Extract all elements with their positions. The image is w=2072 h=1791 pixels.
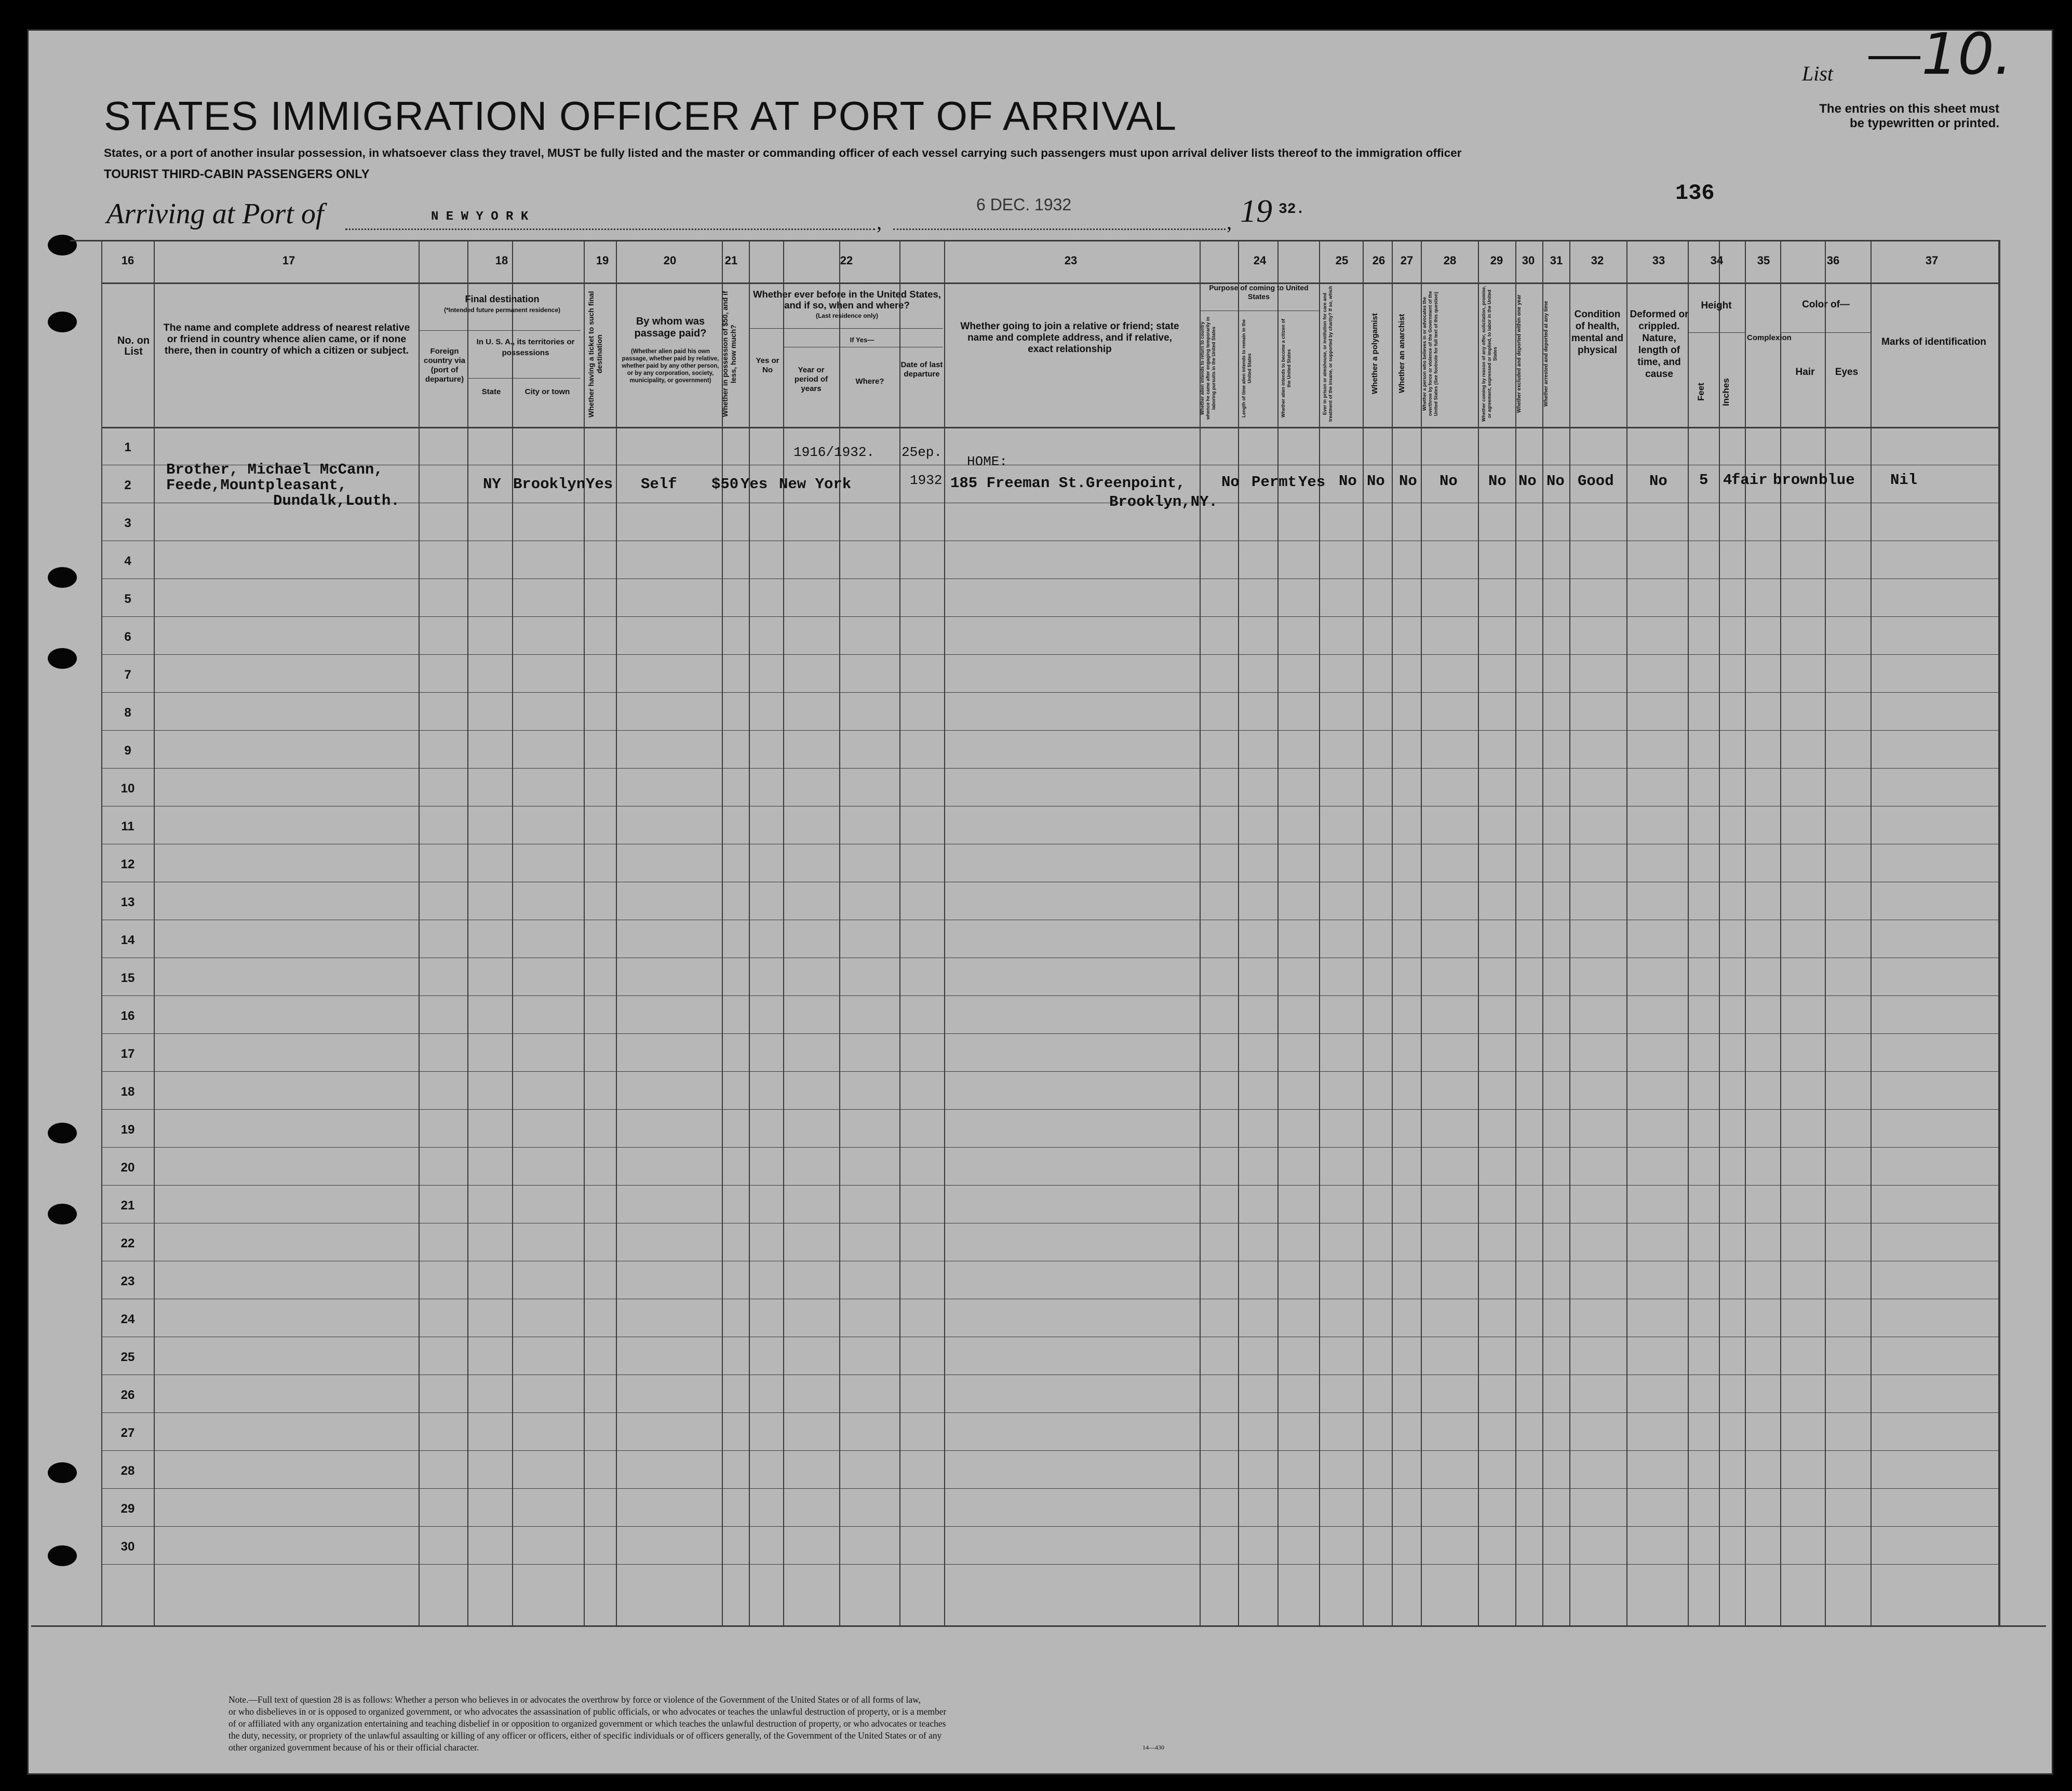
header-anarchist: Whether an anarchist: [1397, 314, 1406, 394]
col-num: 24: [1253, 254, 1267, 267]
grid-line: [1569, 240, 1570, 1625]
punch-hole: [48, 1123, 77, 1143]
entry-deformed: No: [1649, 473, 1667, 490]
grid-line: [70, 240, 1998, 241]
grid-line: [1319, 240, 1320, 1625]
header-where: Where?: [855, 377, 884, 386]
col-num: 23: [1064, 254, 1078, 267]
row-number: 4: [124, 554, 131, 568]
grid-line: [1999, 240, 2000, 1625]
grid-line: [467, 378, 581, 379]
grid-line: [1780, 332, 1871, 333]
grid-line: [101, 654, 1998, 655]
header-final-destination: Final destination (*Intended future permanent residence): [443, 294, 561, 314]
grid-line: [749, 328, 943, 329]
grid-line: [419, 330, 581, 331]
punch-hole: [48, 648, 77, 669]
grid-line: [749, 240, 750, 1625]
row-number: 10: [120, 782, 135, 796]
year-prefix: 19: [1240, 194, 1272, 229]
col-num: 18: [495, 254, 508, 267]
grid-line: [101, 1071, 1998, 1072]
grid-line: [1392, 240, 1393, 1625]
grid-line: [899, 240, 900, 1625]
entry-anarchist: No: [1399, 473, 1417, 490]
entry-state: NY: [483, 476, 501, 493]
col-num: 33: [1652, 254, 1665, 267]
grid-line: [101, 1450, 1998, 1451]
entry-city: Brooklyn: [513, 476, 586, 493]
header-money: Whether in possession of $50, and if less, how much?: [721, 291, 737, 418]
grid-line: [101, 995, 1998, 996]
relative-line-1: Brother, Michael McCann,: [166, 461, 383, 478]
grid-line: [1688, 332, 1745, 333]
grid-line: [944, 240, 945, 1625]
grid-line: [1478, 240, 1479, 1625]
grid-line: [512, 240, 513, 1625]
entry-prison: No: [1339, 473, 1357, 490]
entry-eyes: blue: [1819, 472, 1855, 489]
header-excluded: Whether excluded and deported within one year: [1516, 294, 1522, 413]
grid-line: [1871, 240, 1872, 1625]
date-line: [893, 228, 1226, 230]
grid-line: [1780, 240, 1781, 1625]
header-arrested: Whether arrested and deported at any time: [1543, 301, 1549, 407]
col-num: 30: [1522, 254, 1535, 267]
entry-excluded: No: [1518, 473, 1537, 490]
entry-marks: Nil: [1890, 472, 1918, 489]
header-state: State: [481, 387, 501, 396]
port-name: N E W Y O R K: [431, 210, 529, 224]
entry-complexion: fair: [1731, 472, 1768, 489]
date-stamp: 6 DEC. 1932: [976, 195, 1072, 214]
grid-line: [101, 1033, 1998, 1034]
header-yes-no: Yes or No: [756, 356, 779, 374]
entry-purpose-citizen: Yes: [1298, 474, 1326, 491]
header-overthrow: Whether a person who believes in or advocates the overthrow by force or violence of the Government of the United States (See footnote for full text of this question): [1422, 291, 1438, 416]
row-number: 29: [120, 1502, 135, 1516]
footnote: Note.—Full text of question 28 is as follows: Whether a person who believes in or advocates the overthrow by force or violence of the Government of the United States or of all forms of law, or who disbelieves in or is opposed to organized government, or who advocates the assassination of public officials, or who advocates or teaches the unlawful destruction of property, or is a member of or affiliated with any organization entertaining and teaching disbelief in or opposition to organized government or which teaches the unlawful destruction of property, or who advocates or teaches the duty, necessity, or propriety of the unlawful assaulting or killing of any officer or officers, either of specific individuals or of officers generally, of the Government of the United States or of any other organized government because of his or their official character.: [228, 1694, 947, 1753]
grid-line: [101, 616, 1998, 617]
col-num: 27: [1400, 254, 1414, 267]
row-number: 22: [120, 1236, 135, 1250]
grid-line: [101, 427, 1998, 428]
col-num: 36: [1826, 254, 1840, 267]
row-number: 20: [120, 1161, 135, 1175]
header-date-departure: Date of last departure: [900, 360, 943, 379]
manifest-sheet: [27, 29, 2053, 1775]
col-num: 31: [1550, 254, 1563, 267]
subtitle-tourist: TOURIST THIRD-CABIN PASSENGERS ONLY: [104, 167, 370, 181]
grid-line: [101, 1564, 1998, 1565]
header-feet: Feet: [1696, 383, 1706, 401]
header-complexion: Complexion: [1747, 333, 1792, 342]
entry-polygamist: No: [1367, 473, 1385, 490]
grid-line: [101, 1147, 1998, 1148]
entry-passage: Self: [641, 476, 677, 493]
entry-feet: 5: [1699, 472, 1708, 489]
grid-line: [101, 282, 1998, 284]
row-number: 2: [124, 478, 131, 492]
col-num: 34: [1710, 254, 1724, 267]
entry-before-years: 1916/1932.: [793, 445, 875, 460]
header-deformed: Deformed or crippled. Nature, length of time, and cause: [1630, 309, 1689, 380]
row-number: 14: [120, 933, 135, 947]
row-number: 25: [120, 1350, 135, 1364]
header-purpose: Purpose of coming to United States: [1209, 284, 1309, 301]
grid-line: [101, 1109, 1998, 1110]
entry-joining-3: Brooklyn,NY.: [1109, 493, 1218, 510]
grid-line: [1688, 240, 1689, 1625]
arriving-label: Arriving at Port of: [106, 198, 324, 230]
header-no-on-list: No. on List: [117, 335, 150, 357]
header-year-period: Year or period of years: [794, 366, 828, 393]
entry-purpose-length: Permt: [1252, 474, 1297, 491]
row-number: 7: [124, 668, 131, 682]
row-number: 17: [120, 1047, 135, 1061]
form-code: 14—430: [1142, 1744, 1164, 1751]
punch-hole: [48, 235, 77, 255]
grid-line: [722, 240, 723, 1625]
row-number: 12: [120, 857, 135, 871]
grid-line: [1515, 240, 1516, 1625]
grid-line: [419, 240, 420, 1625]
year-suffix: 32.: [1279, 201, 1305, 218]
row-number: 9: [124, 744, 131, 758]
entry-money: $50: [711, 476, 739, 493]
grid-line: [101, 578, 1998, 579]
sheet-number: 136: [1675, 181, 1715, 206]
header-city: City or town: [524, 387, 570, 396]
grid-line: [1277, 240, 1279, 1625]
header-marks: Marks of identification: [1881, 336, 1986, 347]
row-number: 13: [120, 895, 135, 909]
header-relative: The name and complete address of nearest relative or friend in country whence alien came, or if none there, then in country of which a citizen or subject.: [163, 322, 410, 356]
punch-hole: [48, 312, 77, 332]
entry-before-yes: Yes: [741, 476, 768, 493]
header-foreign-country: Foreign country via (port of departure): [423, 347, 466, 384]
entry-departure-day: 25ep.: [902, 445, 943, 460]
row-number: 28: [120, 1464, 135, 1478]
grid-line: [1200, 240, 1201, 1625]
header-hair: Hair: [1795, 367, 1815, 378]
header-polygamist: Whether a polygamist: [1370, 313, 1379, 394]
header-inches: Inches: [1721, 378, 1731, 406]
header-in-usa: In U. S. A., its territories or possessions: [476, 338, 575, 357]
header-eyes: Eyes: [1835, 367, 1859, 378]
header-health: Condition of health, mental and physical: [1571, 309, 1624, 356]
grid-line: [101, 1412, 1998, 1413]
grid-line: [101, 730, 1998, 731]
punch-hole: [48, 1204, 77, 1224]
punch-hole: [48, 1462, 77, 1483]
entry-before-where: New York: [779, 476, 852, 493]
subtitle: States, or a port of another insular possession, in whatsoever class they travel, MUST be fully listed and the master or commanding officer of each vessel carrying such passengers must upon arrival deliver lists thereof to the immigration officer: [104, 146, 1462, 159]
col-num: 28: [1443, 254, 1457, 267]
grid-line: [31, 1625, 2046, 1627]
col-num: 29: [1490, 254, 1503, 267]
header-prison: Ever in prison or almshouse, or institution for care and treatment of the insane, or supported by charity? If so, which: [1322, 286, 1333, 422]
entry-labor-offer: No: [1488, 473, 1506, 490]
entry-inches: 4: [1723, 472, 1732, 489]
grid-line: [154, 240, 155, 1625]
grid-line: [101, 1185, 1998, 1186]
header-ticket: Whether having a ticket to such final destination: [587, 291, 603, 418]
entry-arrested: No: [1546, 473, 1565, 490]
grid-line: [101, 1488, 1998, 1489]
row-number: 23: [120, 1274, 135, 1288]
col-num: 21: [724, 254, 738, 267]
row-number: 16: [120, 1009, 135, 1023]
entries-note: The entries on this sheet must be typewritten or printed.: [1819, 102, 1999, 130]
grid-line: [616, 240, 617, 1625]
col-num: 16: [121, 254, 134, 267]
col-num: 32: [1591, 254, 1604, 267]
row-number: 15: [120, 971, 135, 985]
col-num: 35: [1757, 254, 1770, 267]
grid-line: [1363, 240, 1364, 1625]
page-title: STATES IMMIGRATION OFFICER AT PORT OF ARRIVAL: [104, 93, 1177, 139]
row-number: 1: [124, 440, 131, 454]
grid-line: [1238, 240, 1239, 1625]
header-purpose-length: Length of time alien intends to remain in the United States: [1241, 319, 1252, 418]
row-number: 21: [120, 1199, 135, 1213]
list-number: 10.: [1921, 21, 2012, 87]
row-number: 27: [120, 1426, 135, 1440]
header-labor-offer: Whether coming by reason of any offer, solicitation, promise, or agreement, expressed or implied, to labor in the United States: [1481, 286, 1498, 422]
row-number: 8: [124, 706, 131, 720]
grid-line: [1421, 240, 1422, 1625]
port-line: [345, 228, 875, 230]
grid-line: [101, 692, 1998, 693]
grid-line: [101, 240, 102, 1625]
relative-line-2: Feede,Mountpleasant,: [166, 477, 347, 494]
row-number: 24: [120, 1312, 135, 1326]
col-num: 20: [663, 254, 677, 267]
grid-line: [1745, 240, 1746, 1625]
entry-departure-year: 1932: [910, 473, 943, 488]
col-num: 22: [840, 254, 853, 267]
list-strike-mark: [1868, 56, 1920, 59]
header-before-in-us: Whether ever before in the United States, and if so, when and where? (Last residence only): [753, 289, 941, 319]
row-number: 26: [120, 1388, 135, 1402]
header-color-of: Color of—: [1802, 299, 1850, 310]
row-number: 19: [120, 1123, 135, 1137]
col-num: 26: [1372, 254, 1385, 267]
list-label: List: [1802, 62, 1834, 85]
grid-line: [1825, 240, 1826, 1625]
header-height: Height: [1701, 300, 1732, 311]
header-joining: Whether going to join a relative or friend; state name and complete address, and if relative, exact relationship: [960, 321, 1179, 355]
row-number: 11: [121, 819, 134, 833]
col-num: 17: [282, 254, 295, 267]
grid-line: [101, 768, 1998, 769]
header-purpose-return: Whether alien intends to return to country whence he came after engaging temporarily in laboring pursuits in the United States: [1200, 316, 1216, 420]
grid-line: [1542, 240, 1543, 1625]
header-purpose-citizen: Whether alien intends to become a citizen of the United States: [1281, 318, 1291, 418]
entry-overthrow: No: [1439, 473, 1458, 490]
header-passage-paid: By whom was passage paid? (Whether alien paid his own passage, whether paid by relative, whether paid by any other person, or by any corporation, society, municipality, or government): [622, 316, 719, 384]
row-number: 5: [124, 592, 131, 606]
grid-line: [783, 240, 784, 1625]
entry-hair: brown: [1773, 472, 1819, 489]
grid-line: [1626, 240, 1627, 1625]
grid-line: [101, 1526, 1998, 1527]
header-if-yes: If Yes—: [850, 336, 874, 344]
entry-health: Good: [1578, 473, 1614, 490]
entry-ticket: Yes: [586, 476, 613, 493]
relative-line-3: Dundalk,Louth.: [273, 492, 400, 509]
row-number: 30: [120, 1540, 135, 1554]
punch-hole: [48, 567, 77, 588]
col-num: 25: [1335, 254, 1349, 267]
grid-line: [467, 240, 468, 1625]
entry-joining-2: 185 Freeman St.Greenpoint,: [950, 475, 1186, 492]
row-number: 6: [124, 630, 131, 644]
row-number: 3: [124, 516, 131, 530]
entry-purpose-return: No: [1221, 474, 1240, 491]
col-num: 37: [1925, 254, 1939, 267]
grid-line: [1719, 240, 1720, 1625]
row-number: 18: [120, 1085, 135, 1099]
col-num: 19: [596, 254, 609, 267]
grid-line: [584, 240, 585, 1625]
entry-joining-1: HOME:: [967, 454, 1008, 469]
punch-hole: [48, 1545, 77, 1566]
